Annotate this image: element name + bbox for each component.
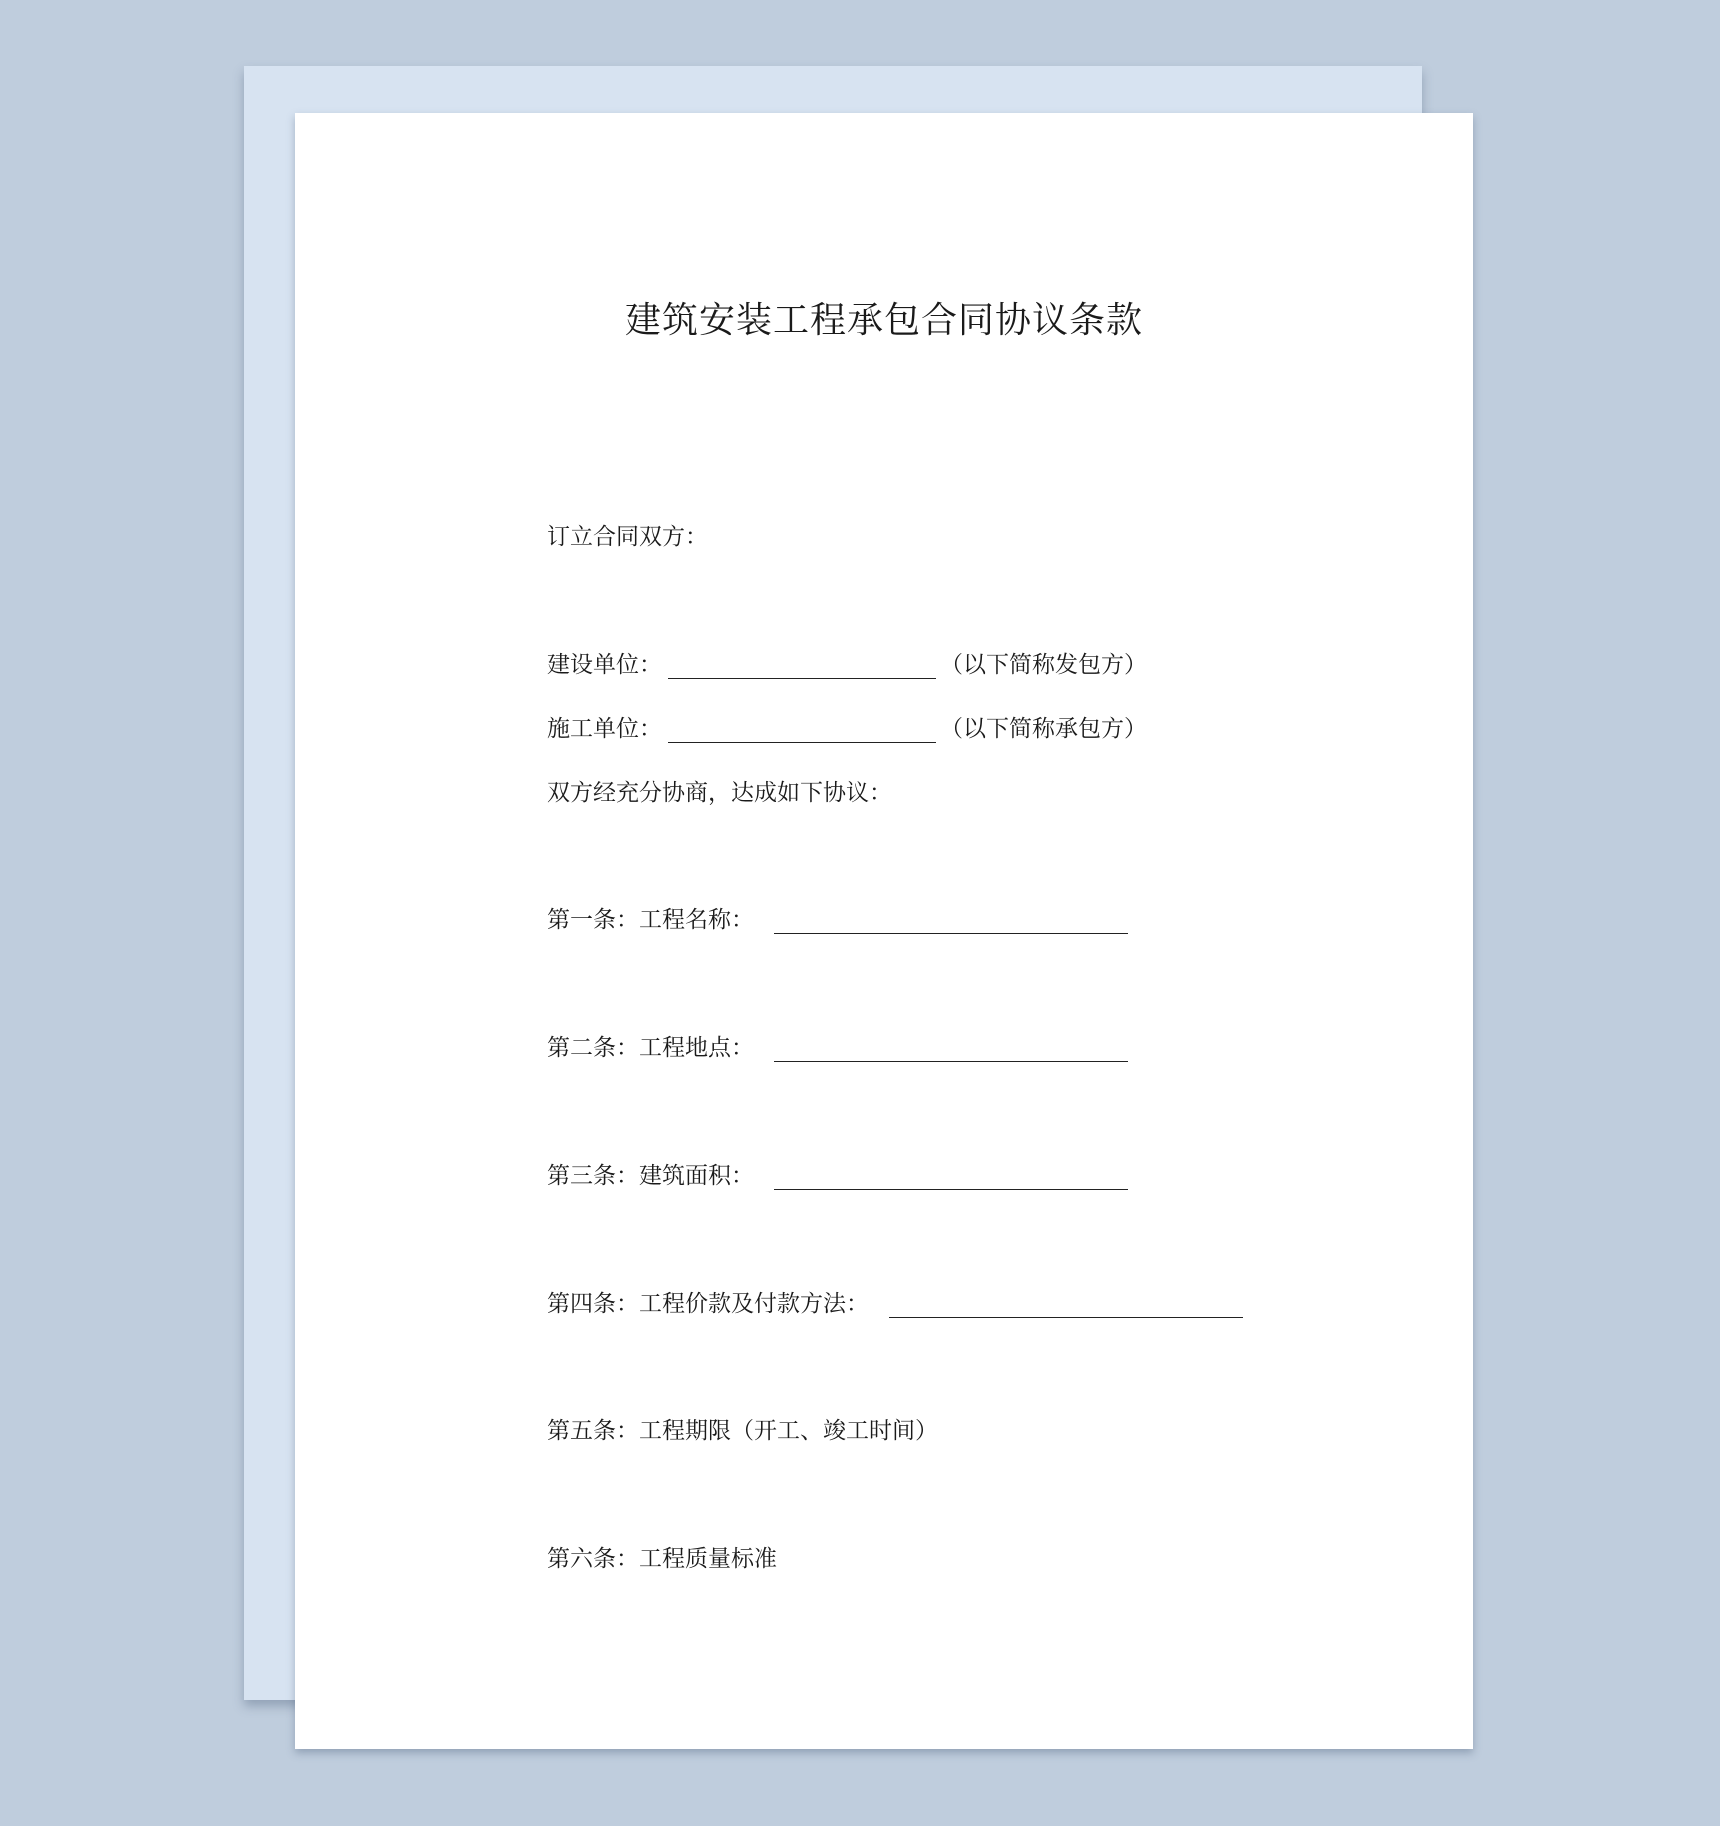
- article-2: [547, 1032, 1128, 1064]
- agreement-intro-text: 双方经充分协商，达成如下协议：: [547, 780, 892, 806]
- article-5: [547, 1415, 938, 1447]
- parties-heading: [547, 521, 708, 553]
- article-6: [547, 1543, 777, 1575]
- article-6-label: 第六条：工程质量标准: [547, 1546, 777, 1572]
- article-3: [547, 1160, 1128, 1192]
- article-3-label: 第三条：建筑面积：: [547, 1163, 754, 1189]
- contractor-blank: [668, 716, 936, 743]
- front-page: [295, 113, 1473, 1749]
- owner-blank: [668, 652, 936, 679]
- owner-line: [547, 649, 1147, 681]
- owner-suffix: （以下简称发包方）: [940, 652, 1147, 678]
- article-4: [547, 1288, 1243, 1320]
- parties-heading-text: 订立合同双方：: [547, 524, 708, 550]
- article-4-blank: [889, 1291, 1243, 1318]
- contractor-line: [547, 713, 1147, 745]
- article-1-blank: [774, 907, 1128, 934]
- agreement-intro: [547, 777, 892, 809]
- document-title: 建筑安装工程承包合同协议条款: [624, 300, 1143, 341]
- article-3-blank: [774, 1163, 1128, 1190]
- contractor-suffix: （以下简称承包方）: [940, 716, 1147, 742]
- article-2-blank: [774, 1035, 1128, 1062]
- article-4-label: 第四条：工程价款及付款方法：: [547, 1291, 869, 1317]
- article-1-label: 第一条：工程名称：: [547, 907, 754, 933]
- article-5-label: 第五条：工程期限（开工、竣工时间）: [547, 1418, 938, 1444]
- owner-label: 建设单位：: [547, 652, 662, 678]
- contractor-label: 施工单位：: [547, 716, 662, 742]
- article-2-label: 第二条：工程地点：: [547, 1035, 754, 1061]
- article-1: [547, 904, 1128, 936]
